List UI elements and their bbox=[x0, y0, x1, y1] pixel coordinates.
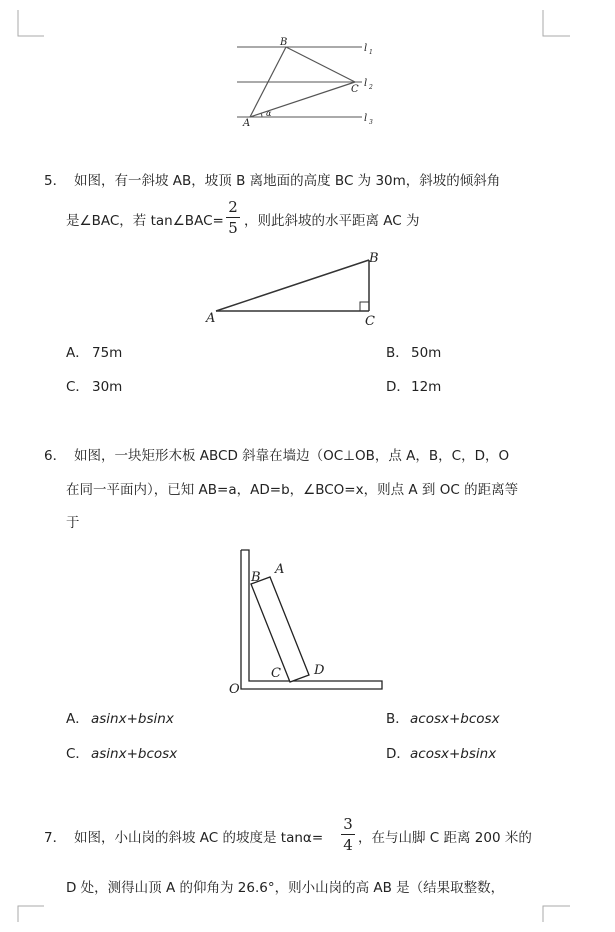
fig4-label-l1: l bbox=[364, 43, 368, 54]
q6-option-b-text: acosx+bcosx bbox=[410, 711, 500, 727]
q7-line1-a: 如图，小山岗的斜坡 AC 的坡度是 tanα= bbox=[74, 830, 324, 846]
q7-fraction bbox=[341, 815, 355, 854]
q5-fig-label-b: B bbox=[369, 251, 379, 266]
q6-line1: 如图，一块矩形木板 ABCD 斜靠在墙边（OC⊥OB，点 A，B，C，D，O bbox=[74, 448, 510, 464]
q5-option-b-key: B． bbox=[386, 345, 409, 361]
q6-number: 6． bbox=[44, 448, 67, 464]
q6-option-b-key: B． bbox=[386, 711, 409, 727]
fig4-label-l2-sub: 2 bbox=[369, 84, 373, 91]
fig4-label-a: A bbox=[243, 118, 251, 129]
q5-frac-den: 5 bbox=[228, 219, 238, 237]
q5-option-c-text: 30m bbox=[92, 379, 123, 395]
q6-fig-label-d: D bbox=[314, 663, 325, 678]
q6-line3: 于 bbox=[66, 515, 80, 531]
q5-fig-label-a: A bbox=[206, 311, 216, 326]
q5-fig-label-c: C bbox=[365, 314, 375, 329]
q5-line2-b: ，则此斜坡的水平距离 AC 为 bbox=[244, 213, 420, 229]
q6-option-d-text: acosx+bsinx bbox=[410, 746, 497, 762]
q5-line2-a: 是∠BAC，若 tan∠BAC= bbox=[66, 213, 224, 229]
q7-line1-b: ，在与山脚 C 距离 200 米的 bbox=[358, 830, 532, 846]
fig4-label-l3-sub: 3 bbox=[369, 119, 373, 126]
q7-line2: D 处，测得山顶 A 的仰角为 26.6°，则小山岗的高 AB 是（结果取整数， bbox=[66, 880, 505, 896]
q7-frac-num: 3 bbox=[343, 815, 353, 833]
q5-number: 5． bbox=[44, 173, 67, 189]
q5-option-b-text: 50m bbox=[411, 345, 442, 361]
q5-option-d-text: 12m bbox=[411, 379, 442, 395]
q6-option-a-key: A． bbox=[66, 711, 89, 727]
q5-option-a-key: A． bbox=[66, 345, 89, 361]
q5-option-c-key: C． bbox=[66, 379, 89, 395]
q7-frac-den: 4 bbox=[343, 836, 353, 854]
fig4-label-l3: l bbox=[364, 113, 368, 124]
q6-option-c-key: C． bbox=[66, 746, 89, 762]
q5-line1: 如图，有一斜坡 AB，坡顶 B 离地面的高度 BC 为 30m，斜坡的倾斜角 bbox=[74, 173, 501, 189]
q6-fig-label-a: A bbox=[275, 562, 285, 577]
q6-option-d-key: D． bbox=[386, 746, 410, 762]
q6-fig-label-c: C bbox=[271, 666, 281, 681]
q5-option-a-text: 75m bbox=[92, 345, 123, 361]
fig4-label-alpha: α bbox=[266, 109, 272, 118]
fig4-label-c: C bbox=[351, 84, 359, 95]
q5-option-d-key: D． bbox=[386, 379, 410, 395]
q6-line2: 在同一平面内），已知 AB=a，AD=b，∠BCO=x，则点 A 到 OC 的距离等 bbox=[66, 482, 519, 498]
q6-fig-label-b: B bbox=[251, 570, 261, 585]
q6-fig-label-o: O bbox=[229, 682, 240, 697]
q6-option-a-text: asinx+bsinx bbox=[91, 711, 174, 727]
q7-number: 7． bbox=[44, 830, 67, 846]
fig4-label-l2: l bbox=[364, 78, 368, 89]
q6-option-c-text: asinx+bcosx bbox=[91, 746, 178, 762]
fig4-label-l1-sub: 1 bbox=[369, 49, 373, 56]
fig4-label-b: B bbox=[280, 37, 288, 48]
q5-frac-num: 2 bbox=[228, 198, 238, 216]
